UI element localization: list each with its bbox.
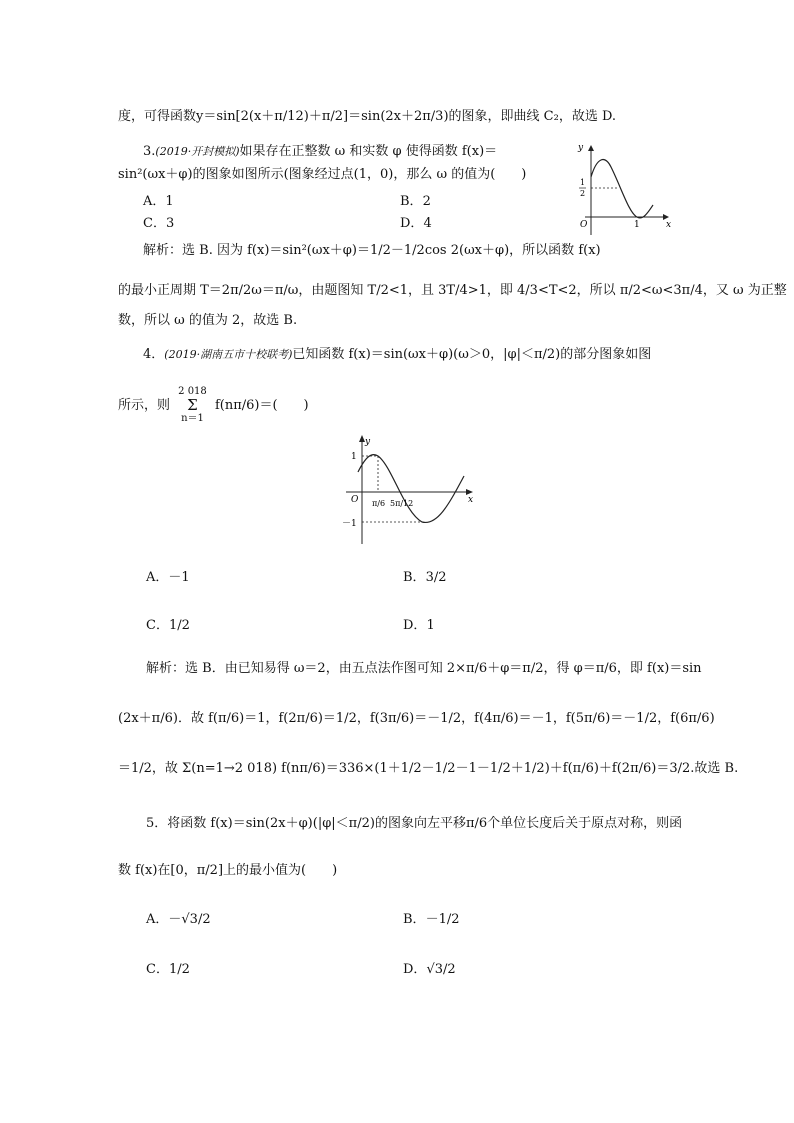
q4-curve (358, 455, 464, 523)
q5-option-c[interactable]: C．1/2 (146, 962, 190, 977)
q4-analysis-text3: ＝1/2，故 Σ(n=1→2 018) f(nπ/6)＝336×(1＋1/2－1/2－1－1/2＋1/2)＋f(π/6)＋f(2π/6)＝3/2.故选 B. (118, 761, 739, 776)
q3-label-half-num: 1 (580, 178, 586, 187)
q4-analysis-text1: 选 B．由已知易得 ω＝2，由五点法作图可知 2×π/6＋φ＝π/2，得 φ＝π/6，即 f(x)＝sin (185, 661, 702, 676)
q4-label-x: x (468, 495, 474, 505)
q3-graph (575, 143, 675, 238)
q3-analysis-label: 解析： (143, 243, 183, 258)
q3-analysis-text1: 选 B. 因为 f(x)＝sin²(ωx＋φ)＝1/2－1/2cos 2(ωx＋φ)，所以函数 f(x) (182, 243, 601, 258)
q3-option-a[interactable]: A．1 (143, 194, 174, 209)
q5-option-d[interactable]: D．√3/2 (403, 962, 456, 977)
q3-stem-text1: 如果存在正整数 ω 和实数 φ 使得函数 f(x)＝ (239, 144, 498, 159)
q4-label-origin: O (351, 495, 359, 505)
q4-analysis-line2 (118, 710, 715, 728)
q3-stem-text2: sin²(ωx＋φ)的图象如图所示(图象经过点(1，0)，那么 ω 的值为( ) (118, 167, 527, 182)
q4-sum-top: 2 018 (178, 386, 207, 397)
q4-analysis-line3 (118, 760, 738, 778)
q4-label-neg-one: －1 (342, 519, 357, 529)
q4-stem-suffix: f(nπ/6)＝( ) (214, 398, 309, 413)
q3-analysis-line1 (143, 242, 601, 260)
q3-analysis-text2: 的最小正周期 T＝2π/2ω＝π/ω，由题图知 T/2<1，且 3T/4>1，即 4/3<T<2，所以 π/2<ω<3π/4，又 ω 为正整 (118, 283, 787, 298)
q3-analysis-line2 (118, 282, 787, 300)
q4-graph (338, 432, 478, 547)
q3-y-arrow (588, 145, 594, 151)
q4-label-5pi12: 5π/12 (390, 499, 414, 508)
prev-text-2: 的图象，即曲线 C₂，故选 D. (448, 109, 617, 124)
q3-option-b[interactable]: B．2 (400, 194, 431, 209)
prev-answer-tail (118, 108, 616, 126)
q3-label-one: 1 (634, 220, 640, 230)
q4-option-a[interactable]: A．－1 (146, 570, 190, 585)
q3-stem-line1 (143, 143, 497, 161)
q5-stem-text1: 将函数 f(x)＝sin(2x＋φ)(|φ|＜π/2)的图象向左平移π/6个单位长度后关于原点对称，则函 (167, 816, 683, 831)
q5-stem-line1 (146, 815, 682, 833)
q5-option-b[interactable]: B．－1/2 (403, 912, 460, 927)
q5-number: 5． (146, 816, 168, 831)
q4-analysis-label: 解析： (146, 661, 186, 676)
q4-label-pi6: π/6 (372, 499, 386, 508)
q4-label-one: 1 (351, 452, 357, 462)
q5-stem-text2: 数 f(x)在[0，π/2]上的最小值为( ) (118, 863, 338, 878)
q4-option-b[interactable]: B．3/2 (403, 570, 447, 585)
prev-text-1: 度，可得函数 (118, 109, 197, 124)
q4-option-d[interactable]: D．1 (403, 618, 435, 633)
q3-analysis-text3: 数，所以 ω 的值为 2，故选 B. (118, 313, 298, 328)
q3-label-x: x (666, 220, 672, 230)
prev-formula: y＝sin[2(x＋π/12)＋π/2]＝sin(2x＋2π/3) (196, 109, 449, 124)
q4-stem-line2 (118, 386, 309, 426)
q4-label-y: y (365, 437, 371, 447)
q3-option-c[interactable]: C．3 (143, 216, 175, 231)
q5-stem-line2 (118, 862, 337, 880)
q3-label-half-den: 2 (580, 189, 586, 198)
q3-label-y: y (578, 143, 584, 153)
q4-source: (2019·湖南五市十校联考) (164, 348, 293, 361)
q4-option-c[interactable]: C．1/2 (146, 618, 190, 633)
q3-stem-line2 (118, 166, 526, 184)
q3-source: (2019·开封模拟) (155, 145, 240, 158)
q3-option-d[interactable]: D．4 (400, 216, 432, 231)
q3-curve (591, 160, 653, 218)
q3-number: 3. (143, 144, 156, 159)
q4-stem-prefix: 所示，则 (118, 398, 171, 413)
q3-label-origin: O (580, 220, 588, 230)
q4-stem-line1 (143, 346, 651, 364)
q4-sum-bottom: n＝1 (181, 413, 204, 424)
q4-analysis-line1 (146, 660, 702, 678)
q5-option-a[interactable]: A．－√3/2 (146, 912, 211, 927)
q4-stem-text1: 已知函数 f(x)＝sin(ωx＋φ)(ω＞0，|φ|＜π/2)的部分图象如图 (292, 347, 652, 362)
q4-sum-symbol: 2 018 Σ n＝1 (178, 386, 207, 424)
q3-analysis-line3 (118, 312, 297, 330)
q4-number: 4． (143, 347, 165, 362)
q4-analysis-text2: (2x＋π/6)．故 f(π/6)＝1，f(2π/6)＝1/2，f(3π/6)＝－1/2，f(4π/6)＝－1，f(5π/6)＝－1/2，f(6π/6) (118, 711, 715, 726)
